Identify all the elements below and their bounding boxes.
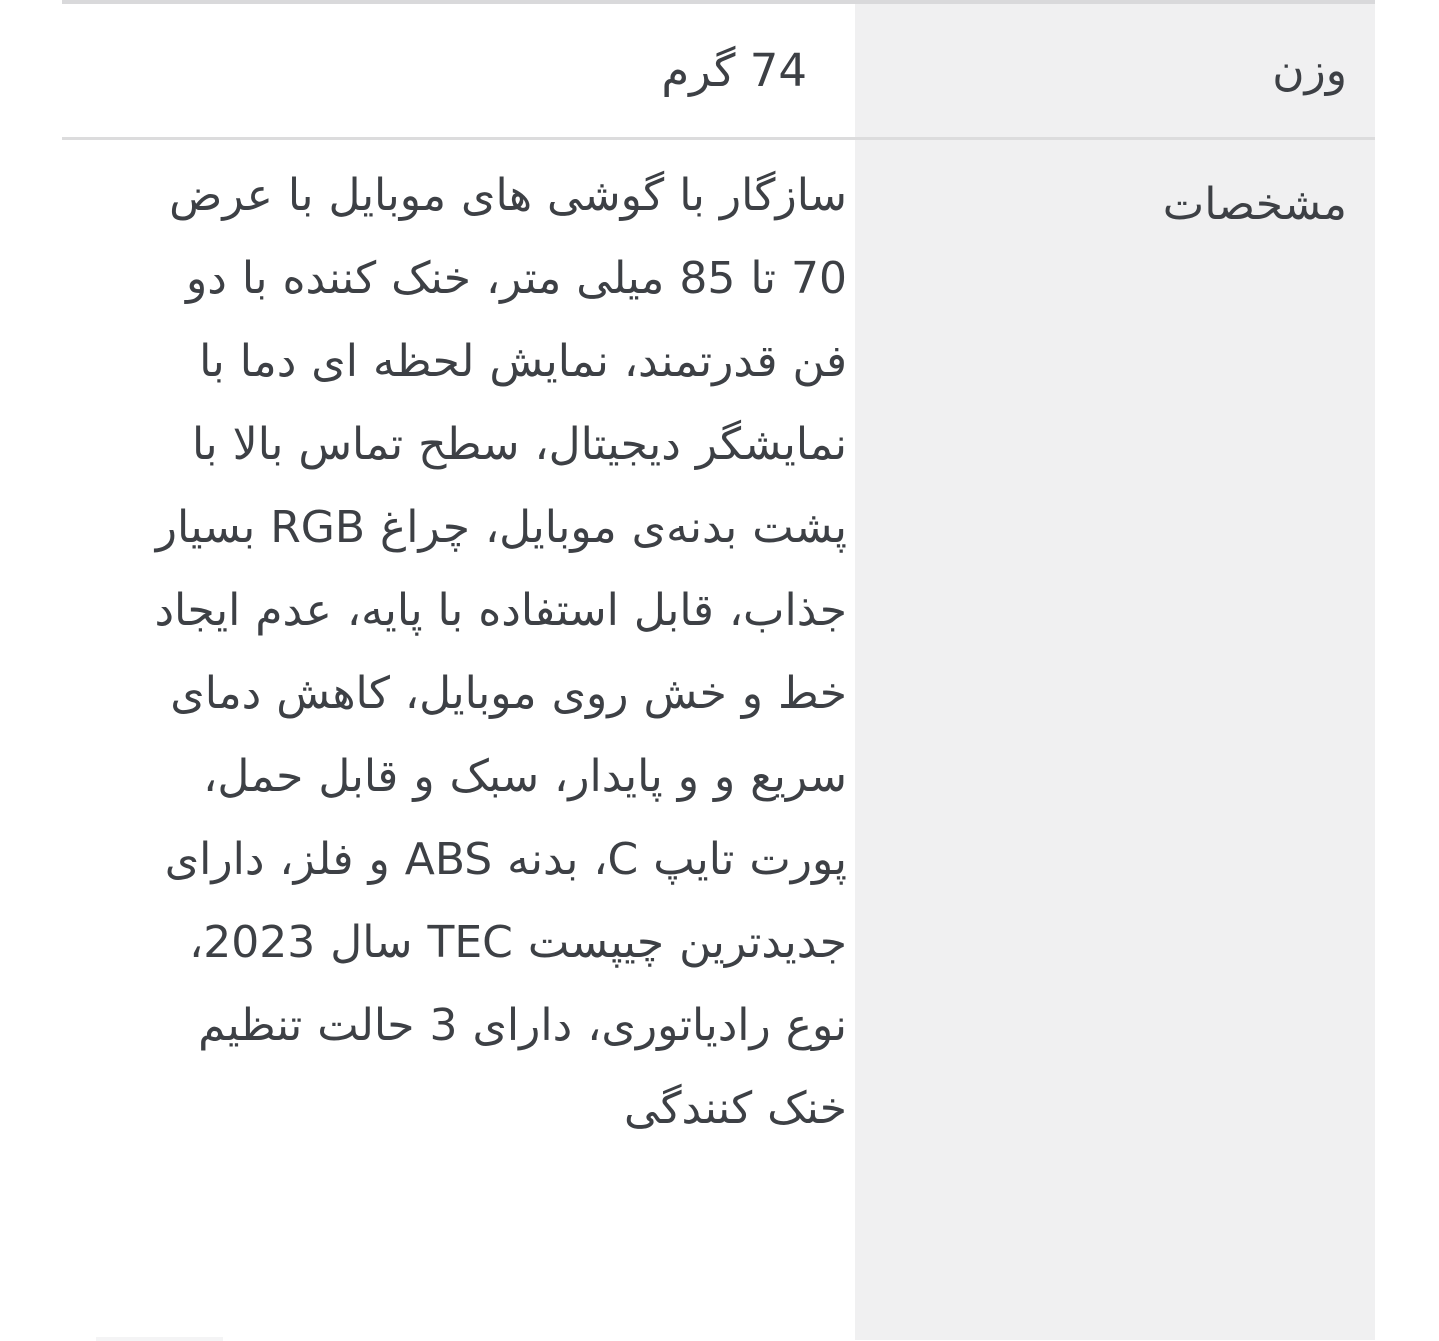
spec-value-specifications: سازگار با گوشی های موبایل با عرض 70 تا 85 میلی متر، خنک کننده با دو فن قدرتمند، نمایش لحظه ای دما با نمایشگر دیجیتال، سطح تماس بالا با پشت بدنه‌ی موبایل، چراغ RGB بسیار جذاب، قابل استفاده با پایه، عدم ایجاد خط و خش روی موبایل، کاهش دمای سریع و و پایدار، سبک و قابل حمل، پورت تایپ C، بدنه ABS و فلز، دارای جدیدترین چیپست TEC سال 2023، نوع رادیاتوری، دارای 3 حالت تنظیم خنک کنندگی	[154, 170, 847, 1134]
spec-label-specifications: مشخصات	[855, 140, 1375, 1340]
spec-value-weight: 74 گرم	[661, 44, 807, 97]
product-spec-table	[62, 0, 1375, 1340]
spec-row-weight	[62, 4, 1375, 137]
spec-label-weight: وزن	[855, 4, 1375, 137]
cutoff-element-bottom	[96, 1337, 223, 1341]
spec-row-specifications	[62, 140, 1375, 1340]
